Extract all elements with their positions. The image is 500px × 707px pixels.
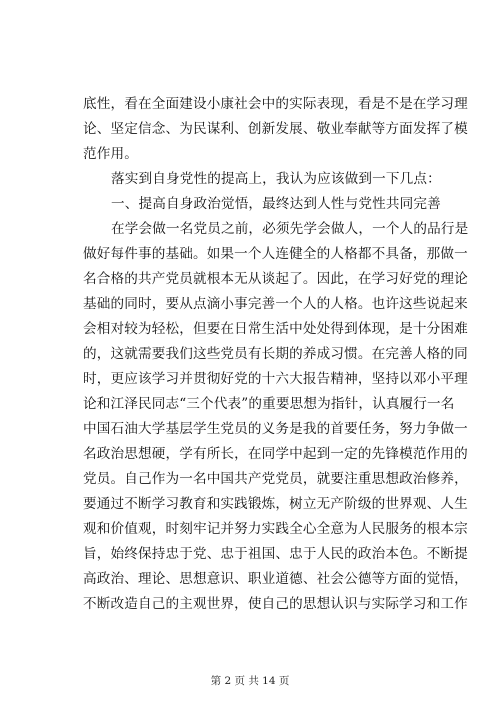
page-footer: 第 2 页 共 14 页 <box>210 675 290 687</box>
text-line: 要通过不断学习教育和实践锻炼，树立无产阶级的世界观、人生 <box>83 496 468 512</box>
text-line: 旨，始终保持忠于党、忠于祖国、忠于人民的政治本色。不断提 <box>83 546 468 562</box>
text-line: 的，这就需要我们这些党员有长期的养成习惯。在完善人格的同 <box>83 346 468 362</box>
text-line: 做好每件事的基础。如果一个人连健全的人格都不具备，那做一 <box>83 246 468 262</box>
text-line: 范作用。 <box>83 146 138 162</box>
text-line: 底性，看在全面建设小康社会中的实际表现，看是不是在学习理 <box>83 96 468 112</box>
text-line: 一、提高自身政治觉悟，最终达到人性与党性共同完善 <box>111 196 441 212</box>
text-line: 论和江泽民同志“三个代表”的重要思想为指针，认真履行一名 <box>83 396 455 412</box>
text-line: 名政治思想硬，学有所长，在同学中起到一定的先锋模范作用的 <box>83 446 468 462</box>
text-line: 基础的同时，要从点滴小事完善一个人的人格。也许这些说起来 <box>83 296 468 312</box>
text-line: 中国石油大学基层学生党员的义务是我的首要任务，努力争做一 <box>83 421 468 437</box>
text-line: 不断改造自己的主观世界，使自己的思想认识与实际学习和工作 <box>83 596 468 612</box>
text-line: 党员。自己作为一名中国共产党党员，就要注重思想政治修养， <box>83 471 468 487</box>
text-line: 高政治、理论、思想意识、职业道德、社会公德等方面的觉悟， <box>83 571 468 587</box>
text-line: 名合格的共产党员就根本无从谈起了。因此，在学习好党的理论 <box>83 271 468 287</box>
text-line: 时，更应该学习并贯彻好党的十六大报告精神，坚持以邓小平理 <box>83 371 468 387</box>
document-body <box>83 92 469 617</box>
text-line: 在学会做一名党员之前，必须先学会做人，一个人的品行是 <box>111 221 469 237</box>
text-line: 会相对较为轻松，但要在日常生活中处处得到体现，是十分困难 <box>83 321 468 337</box>
text-line: 观和价值观，时刻牢记并努力实践全心全意为人民服务的根本宗 <box>83 521 468 537</box>
text-line: 落实到自身党性的提高上，我认为应该做到一下几点： <box>111 171 441 187</box>
text-line: 论、坚定信念、为民谋利、创新发展、敬业奉献等方面发挥了模 <box>83 121 468 137</box>
